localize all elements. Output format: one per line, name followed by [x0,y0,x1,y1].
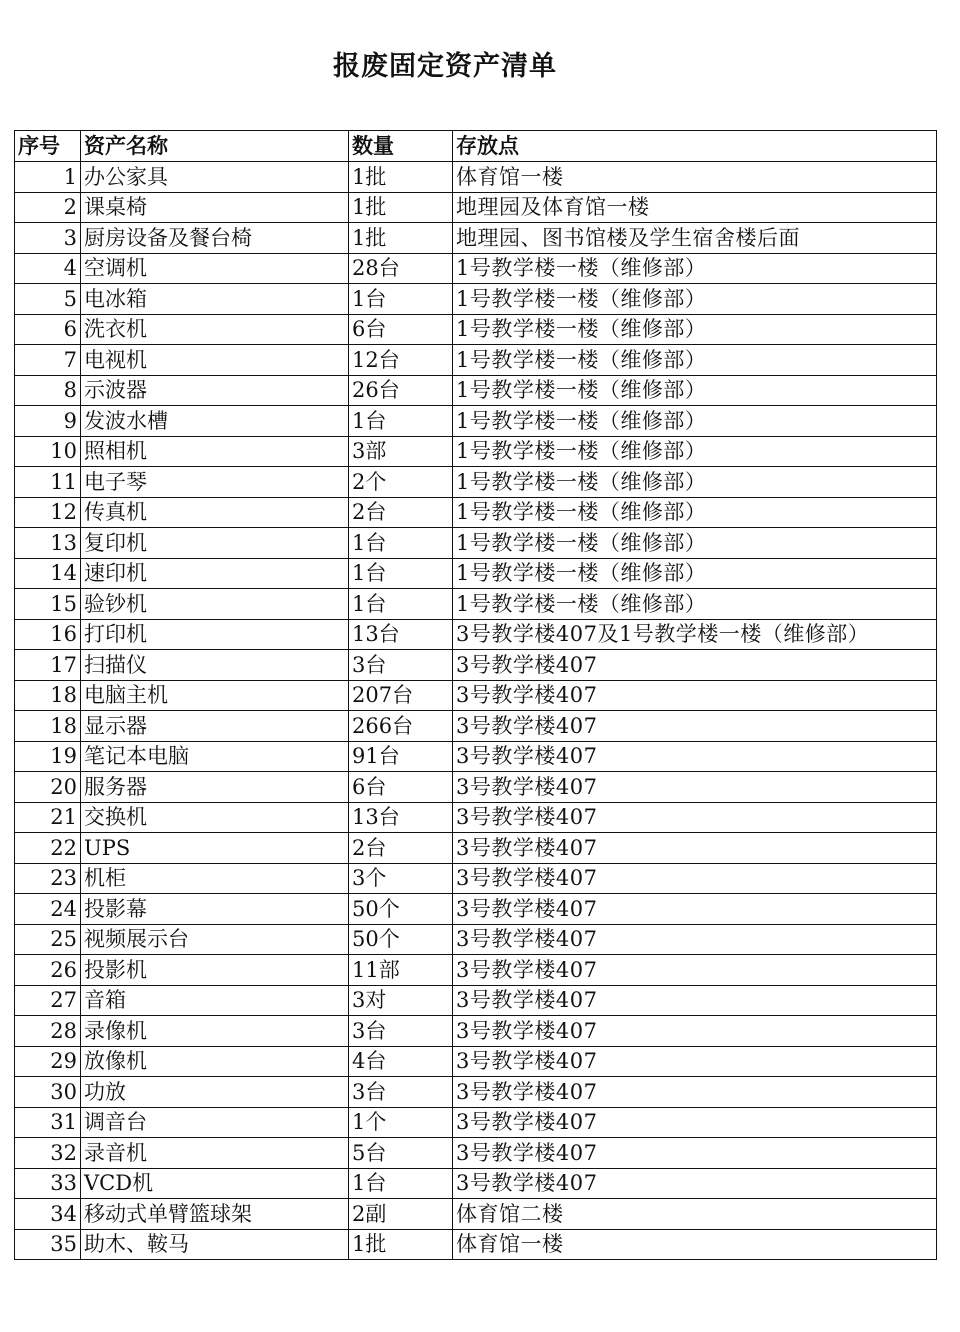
asset-name: 机柜 [81,863,349,894]
asset-name: 视频展示台 [81,924,349,955]
header-location: 存放点 [453,131,937,162]
table-row [15,1168,937,1199]
table-row [15,314,937,345]
asset-location: 地理园及体育馆一楼 [453,192,937,223]
asset-location: 3号教学楼407 [453,1046,937,1077]
row-number: 22 [15,833,81,864]
row-number: 13 [15,528,81,559]
row-number: 25 [15,924,81,955]
row-number: 21 [15,802,81,833]
row-number: 14 [15,558,81,589]
asset-quantity: 13台 [349,802,453,833]
asset-quantity: 2台 [349,833,453,864]
asset-location: 3号教学楼407 [453,1077,937,1108]
asset-location: 3号教学楼407 [453,1016,937,1047]
asset-quantity: 1个 [349,1107,453,1138]
asset-name: 洗衣机 [81,314,349,345]
table-row [15,406,937,437]
row-number: 5 [15,284,81,315]
row-number: 31 [15,1107,81,1138]
row-number: 35 [15,1229,81,1260]
asset-location: 1号教学楼一楼（维修部） [453,406,937,437]
asset-name: 电脑主机 [81,680,349,711]
asset-location: 1号教学楼一楼（维修部） [453,467,937,498]
asset-quantity: 1台 [349,528,453,559]
header-qty: 数量 [349,131,453,162]
asset-quantity: 1批 [349,1229,453,1260]
table-row [15,345,937,376]
asset-quantity: 3个 [349,863,453,894]
row-number: 24 [15,894,81,925]
asset-location: 体育馆一楼 [453,1229,937,1260]
row-number: 4 [15,253,81,284]
table-row [15,894,937,925]
asset-name: 投影幕 [81,894,349,925]
row-number: 10 [15,436,81,467]
table-row [15,650,937,681]
asset-quantity: 1批 [349,223,453,254]
row-number: 20 [15,772,81,803]
asset-quantity: 3台 [349,1016,453,1047]
asset-location: 1号教学楼一楼（维修部） [453,253,937,284]
asset-quantity: 3台 [349,650,453,681]
asset-quantity: 3部 [349,436,453,467]
asset-name: 音箱 [81,985,349,1016]
asset-quantity: 5台 [349,1138,453,1169]
asset-location: 3号教学楼407 [453,1138,937,1169]
asset-quantity: 3台 [349,1077,453,1108]
row-number: 28 [15,1016,81,1047]
asset-location: 1号教学楼一楼（维修部） [453,436,937,467]
asset-quantity: 6台 [349,314,453,345]
asset-name: 发波水槽 [81,406,349,437]
asset-quantity: 2个 [349,467,453,498]
asset-location: 3号教学楼407 [453,863,937,894]
table-row [15,528,937,559]
asset-location: 1号教学楼一楼（维修部） [453,314,937,345]
table-row [15,619,937,650]
asset-name: 交换机 [81,802,349,833]
asset-name: 显示器 [81,711,349,742]
row-number: 16 [15,619,81,650]
asset-location: 1号教学楼一楼（维修部） [453,589,937,620]
table-row [15,741,937,772]
row-number: 30 [15,1077,81,1108]
table-row [15,589,937,620]
table-row [15,802,937,833]
asset-name: 速印机 [81,558,349,589]
asset-name: UPS [81,833,349,864]
row-number: 18 [15,711,81,742]
table-row [15,1199,937,1230]
header-no: 序号 [15,131,81,162]
asset-name: 调音台 [81,1107,349,1138]
table-row [15,192,937,223]
table-row [15,924,937,955]
asset-name: 空调机 [81,253,349,284]
table-row [15,1138,937,1169]
row-number: 11 [15,467,81,498]
asset-name: 扫描仪 [81,650,349,681]
asset-quantity: 50个 [349,894,453,925]
asset-quantity: 1台 [349,1168,453,1199]
asset-name: 验钞机 [81,589,349,620]
row-number: 27 [15,985,81,1016]
asset-name: 笔记本电脑 [81,741,349,772]
table-row [15,1016,937,1047]
asset-quantity: 1台 [349,589,453,620]
asset-location: 3号教学楼407 [453,985,937,1016]
asset-name: 厨房设备及餐台椅 [81,223,349,254]
asset-name: 办公家具 [81,162,349,193]
table-row [15,223,937,254]
asset-location: 3号教学楼407 [453,924,937,955]
row-number: 17 [15,650,81,681]
asset-location: 3号教学楼407 [453,741,937,772]
row-number: 2 [15,192,81,223]
row-number: 12 [15,497,81,528]
asset-quantity: 1批 [349,192,453,223]
asset-quantity: 1台 [349,284,453,315]
row-number: 23 [15,863,81,894]
row-number: 19 [15,741,81,772]
asset-name: 电子琴 [81,467,349,498]
asset-location: 1号教学楼一楼（维修部） [453,497,937,528]
row-number: 1 [15,162,81,193]
asset-name: 录音机 [81,1138,349,1169]
asset-location: 3号教学楼407 [453,1168,937,1199]
table-row [15,375,937,406]
table-row [15,284,937,315]
table-row [15,162,937,193]
table-header-row [15,131,937,162]
asset-name: 投影机 [81,955,349,986]
row-number: 15 [15,589,81,620]
table-row [15,497,937,528]
row-number: 32 [15,1138,81,1169]
asset-location: 1号教学楼一楼（维修部） [453,375,937,406]
table-row [15,772,937,803]
table-row [15,711,937,742]
page-title: 报废固定资产清单 [333,51,557,82]
asset-location: 3号教学楼407 [453,802,937,833]
table-row [15,985,937,1016]
asset-quantity: 28台 [349,253,453,284]
asset-table [14,130,937,1260]
table-row [15,253,937,284]
asset-location: 3号教学楼407 [453,680,937,711]
table-row [15,863,937,894]
row-number: 18 [15,680,81,711]
asset-quantity: 266台 [349,711,453,742]
row-number: 9 [15,406,81,437]
table-row [15,680,937,711]
asset-quantity: 4台 [349,1046,453,1077]
asset-name: 复印机 [81,528,349,559]
header-name: 资产名称 [81,131,349,162]
asset-quantity: 26台 [349,375,453,406]
asset-location: 3号教学楼407 [453,772,937,803]
asset-location: 1号教学楼一楼（维修部） [453,284,937,315]
asset-quantity: 91台 [349,741,453,772]
table-row [15,467,937,498]
asset-name: 助木、鞍马 [81,1229,349,1260]
asset-location: 3号教学楼407 [453,955,937,986]
asset-name: 电视机 [81,345,349,376]
asset-name: 照相机 [81,436,349,467]
table-row [15,1077,937,1108]
asset-location: 体育馆二楼 [453,1199,937,1230]
asset-location: 1号教学楼一楼（维修部） [453,345,937,376]
asset-quantity: 1台 [349,406,453,437]
asset-name: 移动式单臂篮球架 [81,1199,349,1230]
row-number: 26 [15,955,81,986]
asset-location: 1号教学楼一楼（维修部） [453,528,937,559]
row-number: 8 [15,375,81,406]
asset-location: 3号教学楼407 [453,894,937,925]
asset-name: 录像机 [81,1016,349,1047]
asset-name: 打印机 [81,619,349,650]
asset-name: VCD机 [81,1168,349,1199]
row-number: 33 [15,1168,81,1199]
asset-quantity: 2台 [349,497,453,528]
asset-quantity: 11部 [349,955,453,986]
asset-name: 服务器 [81,772,349,803]
row-number: 29 [15,1046,81,1077]
asset-quantity: 2副 [349,1199,453,1230]
asset-location: 体育馆一楼 [453,162,937,193]
asset-name: 示波器 [81,375,349,406]
table-row [15,1046,937,1077]
asset-quantity: 3对 [349,985,453,1016]
asset-location: 1号教学楼一楼（维修部） [453,558,937,589]
asset-name: 放像机 [81,1046,349,1077]
asset-location: 地理园、图书馆楼及学生宿舍楼后面 [453,223,937,254]
asset-quantity: 1批 [349,162,453,193]
asset-quantity: 6台 [349,772,453,803]
asset-location: 3号教学楼407 [453,650,937,681]
row-number: 7 [15,345,81,376]
row-number: 3 [15,223,81,254]
asset-quantity: 207台 [349,680,453,711]
table-row [15,558,937,589]
asset-location: 3号教学楼407 [453,711,937,742]
table-row [15,436,937,467]
asset-quantity: 13台 [349,619,453,650]
asset-name: 课桌椅 [81,192,349,223]
asset-name: 传真机 [81,497,349,528]
asset-location: 3号教学楼407及1号教学楼一楼（维修部） [453,619,937,650]
asset-quantity: 12台 [349,345,453,376]
row-number: 34 [15,1199,81,1230]
asset-name: 电冰箱 [81,284,349,315]
asset-location: 3号教学楼407 [453,1107,937,1138]
row-number: 6 [15,314,81,345]
table-row [15,1107,937,1138]
asset-location: 3号教学楼407 [453,833,937,864]
asset-name: 功放 [81,1077,349,1108]
asset-quantity: 50个 [349,924,453,955]
table-row [15,955,937,986]
asset-quantity: 1台 [349,558,453,589]
table-row [15,1229,937,1260]
table-row [15,833,937,864]
